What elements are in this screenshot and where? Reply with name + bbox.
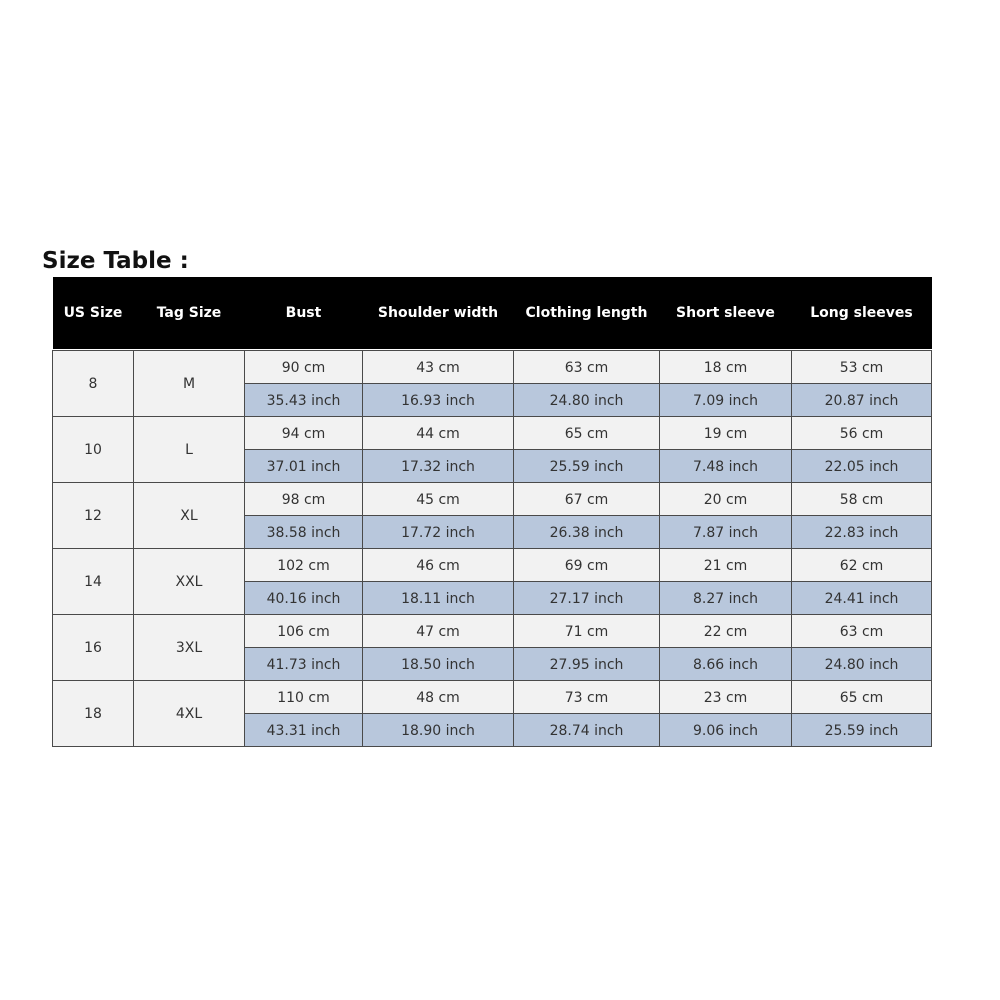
bust-cm-cell: 90 cm <box>245 351 363 384</box>
header-us-size: US Size <box>53 277 134 349</box>
page-title: Size Table : <box>42 248 189 274</box>
short-sleeve-inch-cell: 8.27 inch <box>660 582 792 615</box>
bust-inch-cell: 38.58 inch <box>245 516 363 549</box>
shoulder-cm-cell: 45 cm <box>363 483 514 516</box>
shoulder-inch-cell: 17.72 inch <box>363 516 514 549</box>
short-sleeve-cm-cell: 18 cm <box>660 351 792 384</box>
length-inch-cell: 25.59 inch <box>514 450 660 483</box>
long-sleeves-cm-cell: 53 cm <box>792 351 932 384</box>
bust-inch-cell: 41.73 inch <box>245 648 363 681</box>
shoulder-inch-cell: 17.32 inch <box>363 450 514 483</box>
bust-inch-cell: 35.43 inch <box>245 384 363 417</box>
size-table <box>52 277 932 747</box>
short-sleeve-cm-cell: 21 cm <box>660 549 792 582</box>
bust-cm-cell: 98 cm <box>245 483 363 516</box>
header-long-sleeves: Long sleeves <box>792 277 932 349</box>
long-sleeves-inch-cell: 22.83 inch <box>792 516 932 549</box>
bust-inch-cell: 43.31 inch <box>245 714 363 747</box>
tag-size-cell: L <box>134 417 245 483</box>
long-sleeves-cm-cell: 56 cm <box>792 417 932 450</box>
shoulder-inch-cell: 18.11 inch <box>363 582 514 615</box>
length-cm-cell: 73 cm <box>514 681 660 714</box>
short-sleeve-inch-cell: 7.48 inch <box>660 450 792 483</box>
long-sleeves-cm-cell: 65 cm <box>792 681 932 714</box>
long-sleeves-cm-cell: 62 cm <box>792 549 932 582</box>
short-sleeve-inch-cell: 7.09 inch <box>660 384 792 417</box>
bust-cm-cell: 110 cm <box>245 681 363 714</box>
short-sleeve-cm-cell: 20 cm <box>660 483 792 516</box>
short-sleeve-inch-cell: 9.06 inch <box>660 714 792 747</box>
tag-size-cell: XXL <box>134 549 245 615</box>
short-sleeve-inch-cell: 7.87 inch <box>660 516 792 549</box>
table-row-cm <box>53 483 932 516</box>
header-short-sleeve: Short sleeve <box>660 277 792 349</box>
shoulder-cm-cell: 46 cm <box>363 549 514 582</box>
long-sleeves-cm-cell: 63 cm <box>792 615 932 648</box>
tag-size-cell: 4XL <box>134 681 245 747</box>
us-size-cell: 16 <box>53 615 134 681</box>
header-shoulder-width: Shoulder width <box>363 277 514 349</box>
length-cm-cell: 65 cm <box>514 417 660 450</box>
length-inch-cell: 26.38 inch <box>514 516 660 549</box>
table-row-cm <box>53 615 932 648</box>
us-size-cell: 12 <box>53 483 134 549</box>
bust-cm-cell: 106 cm <box>245 615 363 648</box>
table-row-cm <box>53 681 932 714</box>
tag-size-cell: 3XL <box>134 615 245 681</box>
length-cm-cell: 67 cm <box>514 483 660 516</box>
length-inch-cell: 28.74 inch <box>514 714 660 747</box>
shoulder-cm-cell: 48 cm <box>363 681 514 714</box>
header-clothing-length: Clothing length <box>514 277 660 349</box>
table-row-cm <box>53 351 932 384</box>
short-sleeve-cm-cell: 23 cm <box>660 681 792 714</box>
long-sleeves-inch-cell: 20.87 inch <box>792 384 932 417</box>
shoulder-cm-cell: 47 cm <box>363 615 514 648</box>
long-sleeves-inch-cell: 22.05 inch <box>792 450 932 483</box>
shoulder-cm-cell: 44 cm <box>363 417 514 450</box>
bust-cm-cell: 102 cm <box>245 549 363 582</box>
table-row-cm <box>53 417 932 450</box>
long-sleeves-inch-cell: 24.80 inch <box>792 648 932 681</box>
shoulder-inch-cell: 18.90 inch <box>363 714 514 747</box>
shoulder-inch-cell: 18.50 inch <box>363 648 514 681</box>
us-size-cell: 8 <box>53 351 134 417</box>
length-inch-cell: 27.95 inch <box>514 648 660 681</box>
short-sleeve-cm-cell: 22 cm <box>660 615 792 648</box>
length-inch-cell: 27.17 inch <box>514 582 660 615</box>
length-inch-cell: 24.80 inch <box>514 384 660 417</box>
us-size-cell: 10 <box>53 417 134 483</box>
shoulder-cm-cell: 43 cm <box>363 351 514 384</box>
header-tag-size: Tag Size <box>134 277 245 349</box>
bust-inch-cell: 40.16 inch <box>245 582 363 615</box>
short-sleeve-cm-cell: 19 cm <box>660 417 792 450</box>
length-cm-cell: 71 cm <box>514 615 660 648</box>
shoulder-inch-cell: 16.93 inch <box>363 384 514 417</box>
tag-size-cell: XL <box>134 483 245 549</box>
short-sleeve-inch-cell: 8.66 inch <box>660 648 792 681</box>
length-cm-cell: 63 cm <box>514 351 660 384</box>
table-row-cm <box>53 549 932 582</box>
header-bust: Bust <box>245 277 363 349</box>
tag-size-cell: M <box>134 351 245 417</box>
length-cm-cell: 69 cm <box>514 549 660 582</box>
bust-inch-cell: 37.01 inch <box>245 450 363 483</box>
long-sleeves-inch-cell: 24.41 inch <box>792 582 932 615</box>
long-sleeves-inch-cell: 25.59 inch <box>792 714 932 747</box>
long-sleeves-cm-cell: 58 cm <box>792 483 932 516</box>
header-row <box>53 277 932 349</box>
us-size-cell: 18 <box>53 681 134 747</box>
us-size-cell: 14 <box>53 549 134 615</box>
bust-cm-cell: 94 cm <box>245 417 363 450</box>
